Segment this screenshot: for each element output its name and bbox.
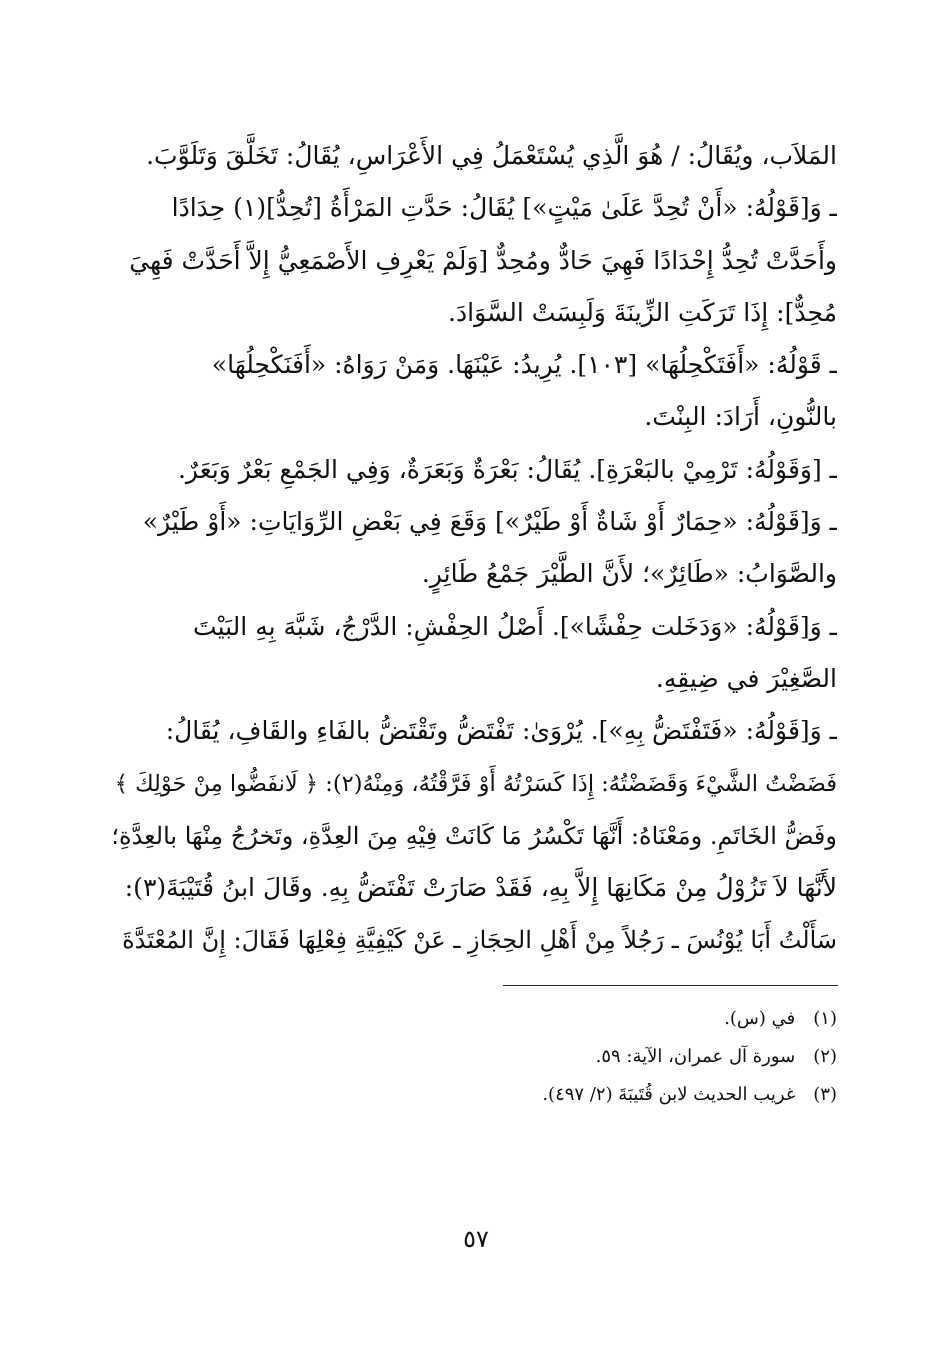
text-line: ـ وَ[قَوْلُهُ: «وَدَخَلت حِفْشًا»]. أَصْلُ الحِفْشِ: الدَّرْجُ، شَبَّهَ بِهِ البَيْتَ bbox=[193, 611, 837, 641]
text-line: ـ وَ[قَوْلُهُ: «فَتَفْتَضُّ بِهِ»]. يُرْوَىٰ: تَفْتَضُّ وتَقْتَضُّ بالفَاءِ والقَافِ، يُقَالُ: bbox=[165, 716, 837, 746]
text-line: وأَحَدَّتْ تُحِدُّ إِحْدَادًا فَهِيَ حَادٌّ ومُحِدٌّ [وَلَمْ يَعْرِفِ الأَصْمَعِيُّ إِلاَّ أَحَدَّتْ فَهِيَ bbox=[129, 245, 837, 275]
text-line: المَلاَب، ويُقَالُ: / هُوَ الَّذِي يُسْتَعْمَلُ فِي الأَعْرَاسِ، يُقَالُ: تَخَلَّقَ وَتَلَوَّبَ. bbox=[146, 141, 837, 170]
footnote-number: (٣) bbox=[813, 1084, 837, 1105]
footnote-text: في (س). bbox=[724, 1008, 796, 1029]
text-line: فَضَضْتُ الشَّيْءَ وَقَضَضْتُهُ: إِذَا كَسَرْتُهُ أَوْ فَرَّقْتُهُ، وَمِنْهُ(٢): ﴿ لَانفَضُّوا مِنْ حَوْلِكَ ﴾ bbox=[114, 770, 837, 797]
text-line: ـ [وَقَوْلُهُ: تَرْمِيْ بالبَعْرَةِ]. يُقَالُ: بَعْرَةٌ وَبَعَرَةٌ، وَفِي الجَمْعِ بَعْرٌ وَبَعَرٌ. bbox=[177, 454, 837, 484]
footnote-number: (١) bbox=[813, 1008, 837, 1029]
page-number: ٥٧ bbox=[463, 1225, 489, 1253]
text-line: مُحِدٌّ]: إِذَا تَرَكَتِ الزِّينَةَ وَلَبِسَتْ السَّوَادَ. bbox=[448, 297, 837, 327]
text-line: والصَّوَابُ: «طَائِرٌ»؛ لأَنَّ الطَّيْرَ جَمْعُ طَائِرٍ. bbox=[421, 559, 837, 589]
text-line: ـ قَوْلُهُ: «أَفَتَكْحِلُهَا» [١٠٣]. يُرِيدُ: عَيْنَهَا. وَمَنْ رَوَاهُ: «أَفَنَكْحِلُهَا» bbox=[211, 350, 837, 380]
text-line: بالنُّونِ، أَرَادَ: البِنْتَ. bbox=[644, 402, 837, 432]
main-text bbox=[110, 130, 837, 967]
footnotes bbox=[110, 1000, 837, 1114]
footnote bbox=[110, 1038, 837, 1076]
footnote-text: سورة آل عمران، الآية: ٥٩. bbox=[595, 1046, 796, 1067]
text-line: لأَنَّهَا لاَ تَزُوْلُ مِنْ مَكَانِهَا إِلاَّ بِهِ، فَقَدْ صَارَتْ تَفْتَضُّ بِهِ. وقَالَ ابنُ قُتَيْبَةَ(٣): bbox=[124, 873, 837, 903]
text-line: وفَضُّ الخَاتَمِ. ومَعْنَاهُ: أَنَّهَا تَكْسُرُ مَا كَانَتْ فِيْهِ مِنَ العِدَّةِ، وتَخرُجُ مِنْهَا بالعِدَّةِ؛ bbox=[111, 821, 837, 850]
footnote-divider bbox=[503, 985, 838, 986]
text-line: ـ وَ[قَوْلُهُ: «أَنْ تُحِدَّ عَلَىٰ مَيْتٍ»] يُقَالُ: حَدَّتِ المَرْأَةُ [تُحِدُّ](١) حِدَادًا bbox=[171, 193, 837, 223]
text-line: ـ وَ[قَوْلُهُ: «حِمَارٌ أَوْ شَاةٌ أَوْ طَيْرٌ»] وَقَعَ فِي بَعْضِ الرِّوَايَاتِ: «أَوْ طَيْرٌ» bbox=[142, 507, 837, 537]
footnote bbox=[110, 1076, 837, 1114]
footnote-text: غريب الحديث لابن قُتَيبَةَ (٢/ ٤٩٧). bbox=[542, 1084, 796, 1105]
footnote bbox=[110, 1000, 837, 1038]
text-line: سَأَلْتُ أَبَا يُوْنُسَ ـ رَجُلاً مِنْ أَهْلِ الحِجَازِ ـ عَنْ كَيْفِيَّةِ فِعْلِهَا فَقَالَ: إِنَّ المُعْتَدَّةَ bbox=[122, 926, 837, 955]
footnote-number: (٢) bbox=[813, 1046, 837, 1067]
text-line: الصَّغِيْرَ في ضِيقِهِ. bbox=[655, 663, 837, 693]
